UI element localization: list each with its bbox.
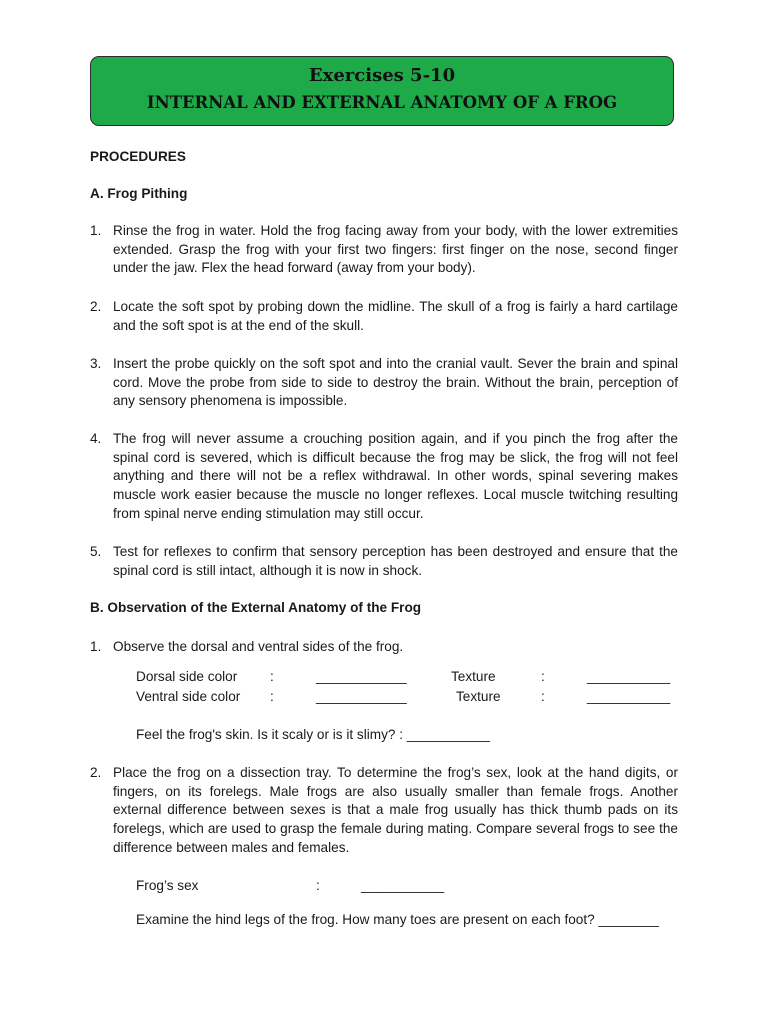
list-item: Locate the soft spot by probing down the midline. The skull of a frog is fairly a hard cartilage and the soft spot is at the end of the skull. <box>113 299 678 333</box>
section-a-heading: A. Frog Pithing <box>90 186 188 201</box>
ventral-texture-label: Texture <box>456 689 501 704</box>
colon: : <box>270 689 274 704</box>
exercise-subtitle: INTERNAL AND EXTERNAL ANATOMY OF A FROG <box>146 93 618 112</box>
colon: : <box>316 878 320 893</box>
dorsal-texture-label: Texture <box>451 669 496 684</box>
list-item: Test for reflexes to confirm that sensory perception has been destroyed and ensure that the spinal cord is still intact, although it is now in shock. <box>113 544 678 578</box>
item-number: 2. <box>90 299 102 314</box>
item-number: 1. <box>90 639 102 654</box>
ventral-color-blank[interactable]: ____________ <box>316 689 407 704</box>
dorsal-color-blank[interactable]: ____________ <box>316 669 407 684</box>
list-item: Observe the dorsal and ventral sides of the frog. <box>113 639 404 654</box>
ventral-texture-blank[interactable]: ___________ <box>587 689 671 704</box>
item-number: 5. <box>90 544 102 559</box>
item-number: 4. <box>90 431 102 446</box>
ventral-color-label: Ventral side color <box>136 689 241 704</box>
section-b-heading: B. Observation of the External Anatomy of the Frog <box>90 600 422 615</box>
list-item: The frog will never assume a crouching position again, and if you pinch the frog after the spinal cord is severed, which is difficult because the frog may be slick, the frog will not feel anything and there will not be a reflex withdrawal. In other words, spinal severing makes muscle work easier because the muscle no longer reflexes. Local muscle twitching resulting from spinal nerve ending stimulation may still occur. <box>113 431 678 521</box>
colon: : <box>270 669 274 684</box>
dorsal-texture-blank[interactable]: ___________ <box>587 669 671 684</box>
title-banner <box>90 56 674 126</box>
procedures-heading: PROCEDURES <box>90 149 186 164</box>
item-number: 3. <box>90 356 102 371</box>
hind-legs-question: Examine the hind legs of the frog. How many toes are present on each foot? ________ <box>136 912 659 927</box>
frog-sex-blank[interactable]: ___________ <box>361 878 445 893</box>
exercise-title: Exercises 5-10 <box>308 65 456 86</box>
dorsal-color-label: Dorsal side color <box>136 669 238 684</box>
list-item: Rinse the frog in water. Hold the frog facing away from your body, with the lower extremities extended. Grasp the frog with your first two fingers: first finger on the nose, second finger under the jaw. Flex the head forward (away from your body). <box>113 223 678 276</box>
list-item: Place the frog on a dissection tray. To determine the frog’s sex, look at the hand digits, or fingers, on its forelegs. Male frogs are also usually smaller than female frogs. Another external difference between sexes is that a male frog usually has thick thumb pads on its forelegs, which are used to grasp the female during mating. Compare several frogs to see the difference between males and females. <box>113 765 678 855</box>
frog-sex-label: Frog’s sex <box>136 878 199 893</box>
item-number: 2. <box>90 765 102 780</box>
colon: : <box>541 689 545 704</box>
item-number: 1. <box>90 223 102 238</box>
colon: : <box>541 669 545 684</box>
skin-question: Feel the frog's skin. Is it scaly or is it slimy? : ___________ <box>136 727 490 742</box>
list-item: Insert the probe quickly on the soft spot and into the cranial vault. Sever the brain and spinal cord. Move the probe from side to side to destroy the brain. Without the brain, perception of any sensory phenomena is impossible. <box>113 356 678 409</box>
